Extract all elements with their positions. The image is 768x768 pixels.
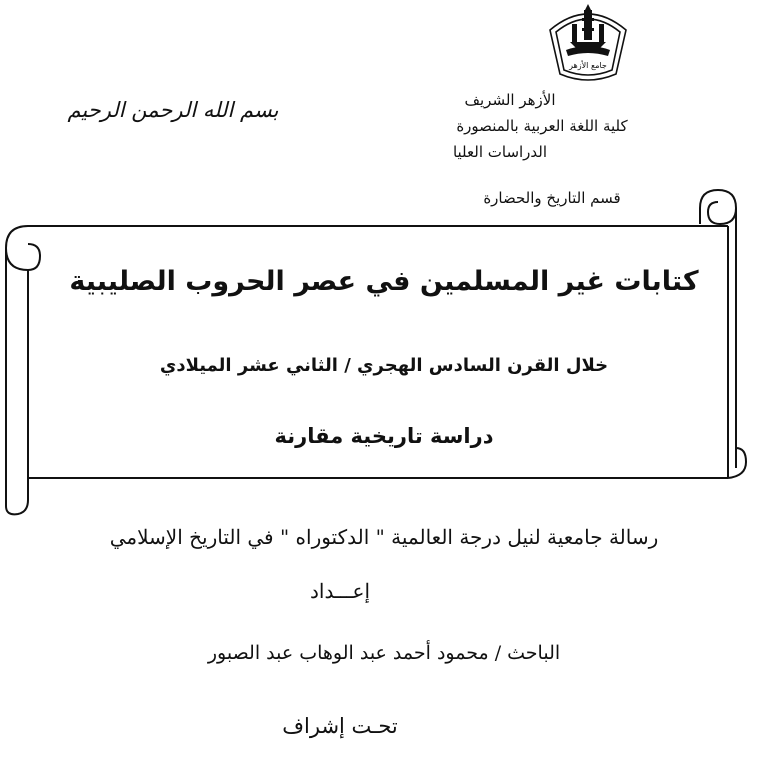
- researcher-name: الباحث / محمود أحمد عبد الوهاب عبد الصبور: [207, 642, 561, 664]
- al-azhar-emblem-icon: [542, 4, 634, 84]
- basmala-calligraphy: بسم الله الرحمن الرحيم: [67, 98, 279, 122]
- thesis-study-type: دراسة تاريخية مقارنة: [274, 424, 494, 448]
- institution-line-azhar: الأزهر الشريف: [464, 91, 556, 109]
- supervision-label: تحـت إشراف: [282, 714, 398, 738]
- institution-line-graduate-studies: الدراسات العليا: [452, 143, 548, 161]
- institution-line-faculty: كلية اللغة العربية بالمنصورة: [456, 117, 628, 135]
- thesis-subtitle: خلال القرن السادس الهجري / الثاني عشر الميلادي: [159, 355, 609, 376]
- degree-statement: رسالة جامعية لنيل درجة العالمية " الدكتوراه " في التاريخ الإسلامي: [109, 525, 659, 549]
- institution-line-department: قسم التاريخ والحضارة: [483, 189, 621, 207]
- thesis-title: كتابات غير المسلمين في عصر الحروب الصليبية: [69, 266, 699, 297]
- prepared-by-label: إعـــداد: [309, 579, 371, 603]
- scroll-banner: [0, 178, 768, 520]
- emblem-caption: جامع الأزهر: [569, 61, 607, 70]
